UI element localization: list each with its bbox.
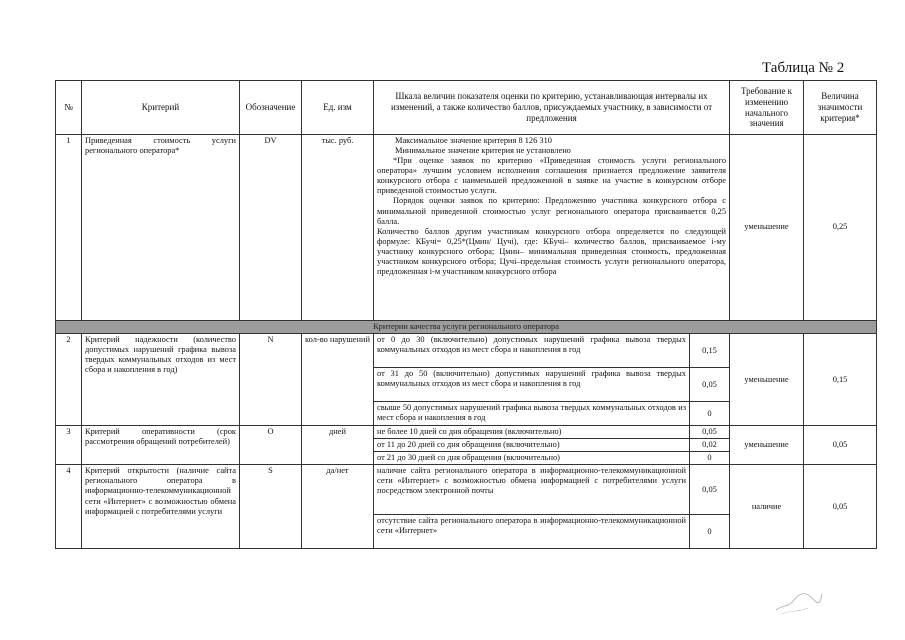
table-row — [56, 135, 877, 321]
option-score: 0,05 — [690, 368, 730, 402]
criterion-name: Критерий надежности (количество допустимых нарушений графика вывоза твердых коммунальных отходов из мест сбора и накопления в год) — [82, 334, 240, 426]
option-text: отсутствие сайта регионального оператора в информационно-телекоммуникационной сети «Интернет» — [374, 515, 690, 549]
designation: O — [240, 426, 302, 465]
option-score: 0 — [690, 452, 730, 465]
requirement: уменьшение — [730, 135, 804, 321]
header-designation: Обозначение — [240, 81, 302, 135]
unit: дней — [302, 426, 374, 465]
option-text: наличие сайта регионального оператора в информационно-телекоммуникационной сети «Интернет» с возможностью обмена информацией с потребителями услуги посредством электронной почты — [374, 465, 690, 515]
header-weight: Величина значимости критерия* — [804, 81, 877, 135]
designation: DV — [240, 135, 302, 321]
option-text: от 21 до 30 дней со дня обращения (включительно) — [374, 452, 690, 465]
option-text: от 31 до 50 (включительно) допустимых нарушений графика вывоза твердых коммунальных отходов из мест сбора и накопления в год — [374, 368, 690, 402]
criterion-name: Критерий оперативности (срок рассмотрения обращений потребителей) — [82, 426, 240, 465]
option-score: 0,05 — [690, 465, 730, 515]
max-value-text: Максимальное значение критерия 8 126 310 — [395, 136, 552, 145]
unit: кол-во нарушений — [302, 334, 374, 426]
header-requirement: Требование к изменению начального значения — [730, 81, 804, 135]
option-score: 0 — [690, 515, 730, 549]
table-row — [56, 426, 877, 439]
best-condition-text: *При оценке заявок по критерию «Приведенная стоимость услуги регионального оператора» лучшим условием исполнения соглашения признается предложение заявителя конкурсного отбора с наименьшей предложенной в заявке на участие в конкурсном отборе приведенной стоимостью услуги. — [377, 156, 727, 196]
row-num: 4 — [56, 465, 82, 549]
designation: N — [240, 334, 302, 426]
header-criterion: Критерий — [82, 81, 240, 135]
table-row — [56, 465, 877, 515]
table-row — [56, 334, 877, 368]
option-text: не более 10 дней со дня обращения (включительно) — [374, 426, 690, 439]
table-caption: Таблица № 2 — [762, 60, 845, 76]
weight: 0,05 — [804, 465, 877, 549]
header-unit: Ед. изм — [302, 81, 374, 135]
row-num: 2 — [56, 334, 82, 426]
option-score: 0,05 — [690, 426, 730, 439]
weight: 0,25 — [804, 135, 877, 321]
signature-scribble — [774, 586, 824, 616]
option-score: 0,02 — [690, 439, 730, 452]
unit: тыс. руб. — [302, 135, 374, 321]
criterion-name: Приведенная стоимость услуги регионального оператора* — [82, 135, 240, 321]
evaluation-order-text: Порядок оценки заявок по критерию: Предложению участника конкурсного отбора с минимальной приведенной стоимостью услуг регионального оператора присваивается 0,25 балла. — [377, 196, 727, 226]
header-scale: Шкала величин показателя оценки по критерию, устанавливающая интервалы их изменений, а также количество баллов, присуждаемых участнику, в зависимости от предложения — [374, 81, 730, 135]
row-num: 3 — [56, 426, 82, 465]
requirement: уменьшение — [730, 426, 804, 465]
formula-text: Количество баллов другим участникам конкурсного отбора определяется по следующей формуле: КБучi= 0,25*(Цмин/ Цучi), где: КБучi– количество баллов, присваиваемое i-му участнику конкурсного отбора; Цмин– минимальная приведенная стоимость, предложенная участником конкурсного отбора; Цучi–предельная стоимость услуги регионального оператора, предложенная i-м участником конкурсного отбора — [377, 226, 727, 277]
min-value-text: Минимальное значение критерия не установлено — [395, 146, 571, 156]
criteria-table — [55, 80, 877, 549]
unit: да/нет — [302, 465, 374, 549]
section-title: Критерии качества услуги регионального оператора — [56, 321, 877, 334]
weight: 0,05 — [804, 426, 877, 465]
header-row — [56, 81, 877, 135]
option-text: от 11 до 20 дней со дня обращения (включительно) — [374, 439, 690, 452]
row-num: 1 — [56, 135, 82, 321]
designation: S — [240, 465, 302, 549]
scale-description — [374, 135, 730, 321]
requirement: наличие — [730, 465, 804, 549]
section-row — [56, 321, 877, 334]
weight: 0,15 — [804, 334, 877, 426]
header-num: № — [56, 81, 82, 135]
option-score: 0 — [690, 402, 730, 426]
option-text: свыше 50 допустимых нарушений графика вывоза твердых коммунальных отходов из мест сбора и накопления в год — [374, 402, 690, 426]
option-score: 0,15 — [690, 334, 730, 368]
criterion-name: Критерий открытости (наличие сайта регионального оператора в информационно-телекоммуникационной сети «Интернет» с возможностью обмена информацией с потребителями услуги — [82, 465, 240, 549]
requirement: уменьшение — [730, 334, 804, 426]
option-text: от 0 до 30 (включительно) допустимых нарушений графика вывоза твердых коммунальных отходов из мест сбора и накопления в год — [374, 334, 690, 368]
